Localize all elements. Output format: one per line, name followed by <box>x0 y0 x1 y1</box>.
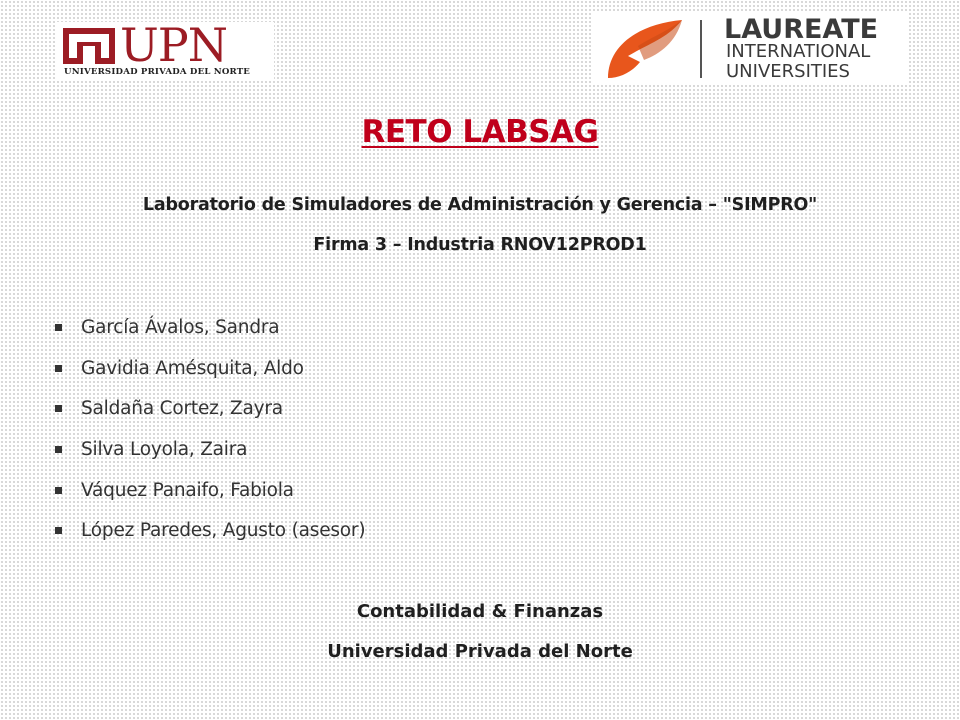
laureate-line-1: INTERNATIONAL <box>726 41 871 62</box>
member-name: Gavidia Amésquita, Aldo <box>81 357 304 379</box>
member-name: López Paredes, Agusto (asesor) <box>81 520 366 542</box>
member-name: Silva Loyola, Zaira <box>81 439 248 461</box>
upn-logo <box>56 18 274 80</box>
upn-logo-letters: UPN <box>120 18 227 72</box>
bullet-square-icon <box>55 324 62 331</box>
bullet-square-icon <box>55 365 62 372</box>
member-name: García Ávalos, Sandra <box>81 317 280 338</box>
list-item <box>54 395 365 436</box>
laureate-divider <box>700 20 702 78</box>
member-list <box>54 314 365 558</box>
list-item <box>54 436 365 477</box>
laureate-logo <box>592 12 908 84</box>
laureate-leaf-icon <box>598 16 688 80</box>
laureate-line-2: UNIVERSITIES <box>726 61 850 82</box>
bullet-square-icon <box>55 405 62 412</box>
upn-emblem-icon <box>63 28 115 64</box>
laureate-name: LAUREATE <box>724 14 879 45</box>
slide-subtitle-line-1: Laboratorio de Simuladores de Administración y Gerencia – "SIMPRO" <box>142 195 818 215</box>
slide-subtitle-line-2: Firma 3 – Industria RNOV12PROD1 <box>313 235 647 255</box>
slide-title: RETO LABSAG <box>361 114 599 150</box>
bullet-square-icon <box>55 487 62 494</box>
upn-logo-caption: UNIVERSIDAD PRIVADA DEL NORTE <box>64 67 251 77</box>
footer-department: Contabilidad & Finanzas <box>356 601 604 622</box>
bullet-square-icon <box>55 527 62 534</box>
member-name: Váquez Panaifo, Fabiola <box>81 479 294 501</box>
footer-university: Universidad Privada del Norte <box>327 641 633 662</box>
list-item <box>54 355 365 396</box>
bullet-square-icon <box>55 446 62 453</box>
list-item <box>54 314 365 355</box>
list-item <box>54 477 365 518</box>
member-name: Saldaña Cortez, Zayra <box>81 398 283 420</box>
list-item <box>54 517 365 558</box>
